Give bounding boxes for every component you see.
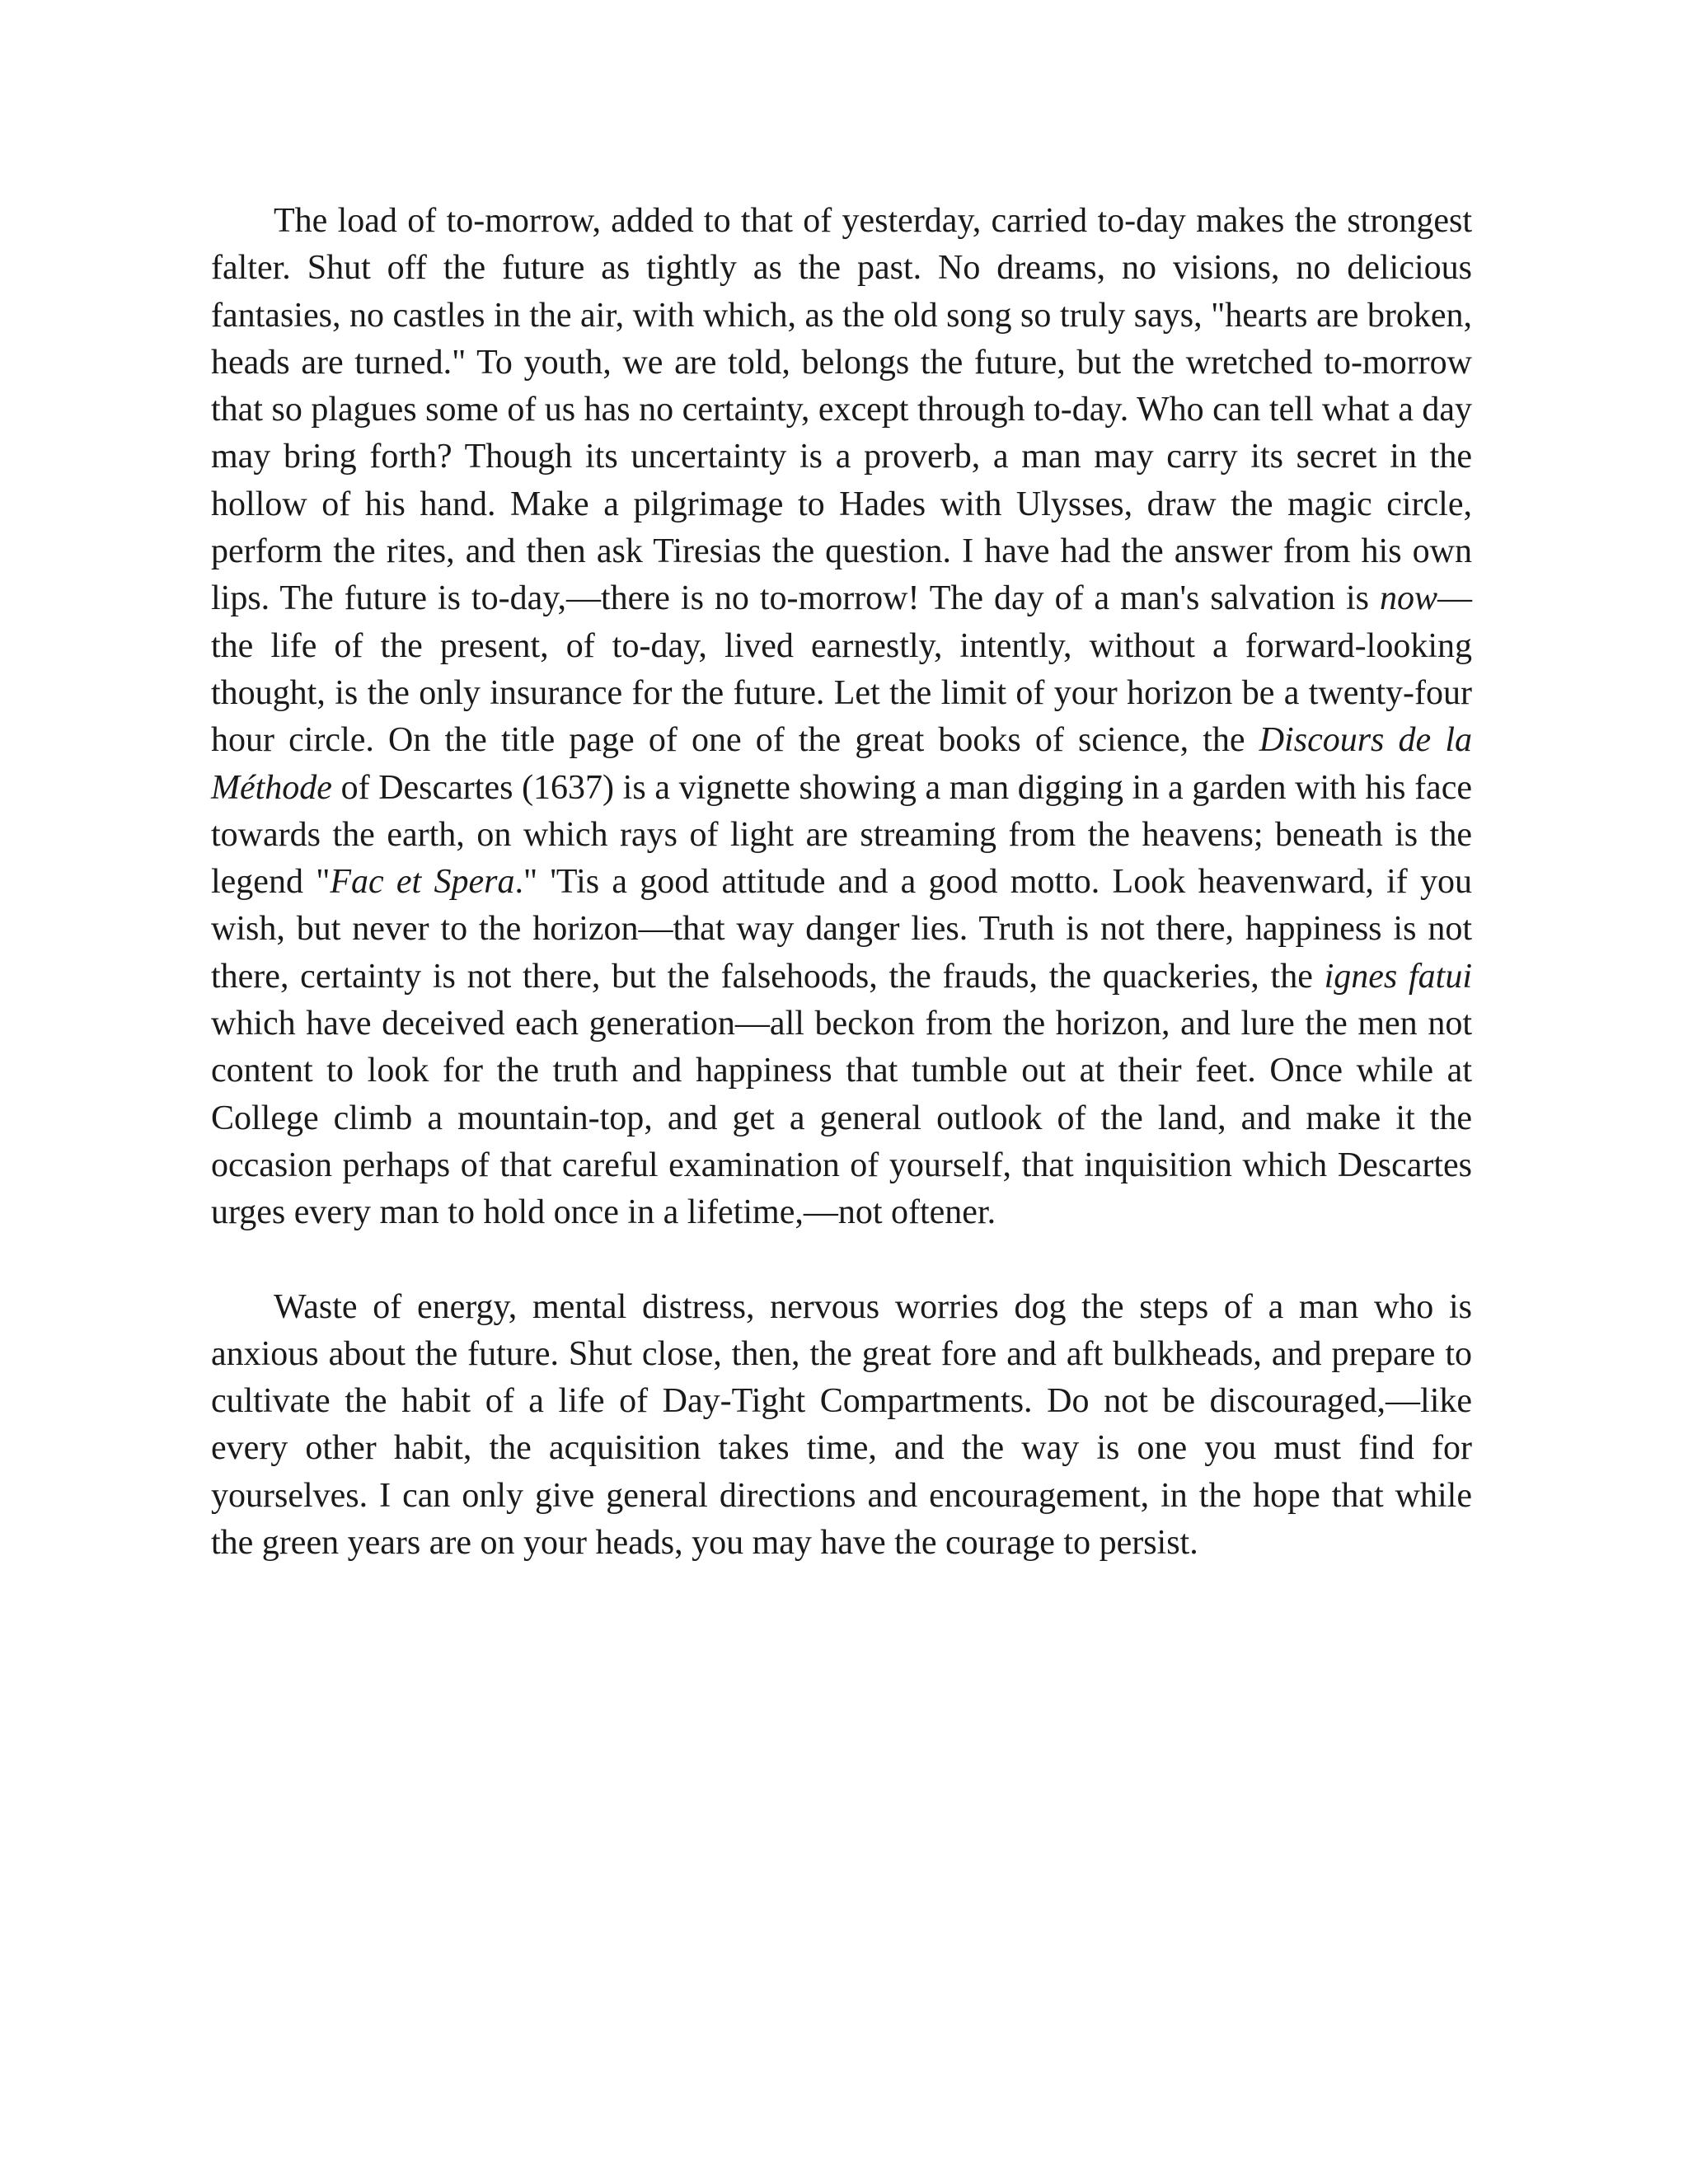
italic-motto-fac-et-spera: Fac et Spera: [330, 863, 515, 902]
italic-word-now: now: [1379, 579, 1437, 618]
italic-title-discours: Discours de la Méthode: [211, 721, 1472, 807]
document-page: [211, 198, 1472, 1567]
paragraph-1: [211, 198, 1472, 1237]
text-segment: ." 'Tis a good attitude and a good motto. Look heavenward, if you wish, but never to the horizon—that way danger lies. Truth is not there, happiness is not there, certainty is not there, but the falsehoods, the frauds, the quackeries, the: [211, 863, 1472, 996]
text-segment: The load of to-morrow, added to that of yesterday, carried to-day makes the strongest falter. Shut off the future as tightly as the past. No dreams, no visions, no delicious fantasies, no castles in the air, with which, as the old song so truly says, "hearts are broken, heads are turned." To youth, we are told, belongs the future, but the wretched to-morrow that so plagues some of us has no certainty, except through to-day. Who can tell what a day may bring forth? Though its uncertainty is a proverb, a man may carry its secret in the hollow of his hand. Make a pilgrimage to Hades with Ulysses, draw the magic circle, perform the rites, and then ask Tiresias the question. I have had the answer from his own lips. The future is to-day,—there is no to-morrow! The day of a man's salvation is: [211, 202, 1472, 618]
text-segment: of Descartes (1637) is a vignette showing a man digging in a garden with his face towards the earth, on which rays of light are streaming from the heavens; beneath is the legend ": [211, 768, 1472, 902]
text-segment: —the life of the present, of to-day, lived earnestly, intently, without a forward-looking thought, is the only insurance for the future. Let the limit of your horizon be a twenty-four hour circle. On the title page of one of the great books of science, the: [211, 579, 1472, 760]
paragraph-2: [211, 1284, 1472, 1568]
text-segment: which have deceived each generation—all beckon from the horizon, and lure the men not content to look for the truth and happiness that tumble out at their feet. Once while at College climb a mountain-top, and get a general outlook of the land, and make it the occasion perhaps of that careful examination of yourself, that inquisition which Descartes urges every man to hold once in a lifetime,—not oftener.: [211, 1005, 1472, 1232]
text-segment: Waste of energy, mental distress, nervous worries dog the steps of a man who is anxious about the future. Shut close, then, the great fore and aft bulkheads, and prepare to cultivate the habit of a life of Day-Tight Compartments. Do not be discouraged,—like every other habit, the acquisition takes time, and the way is one you must find for yourselves. I can only give general directions and encouragement, in the hope that while the green years are on your heads, you may have the courage to persist.: [211, 1287, 1472, 1563]
italic-phrase-ignes-fatui: ignes fatui: [1324, 957, 1472, 996]
